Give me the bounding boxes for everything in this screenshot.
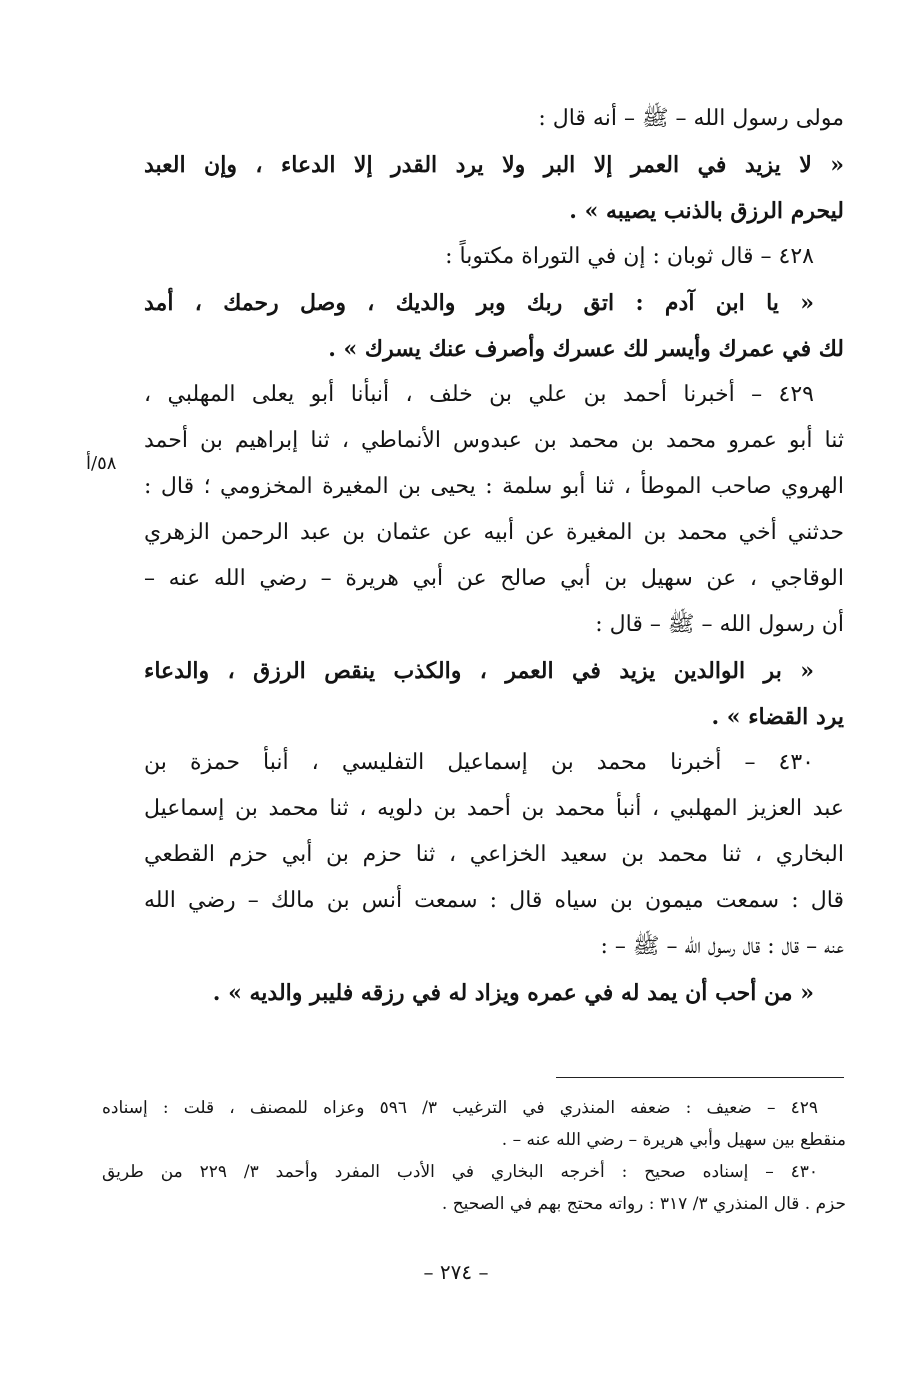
text-line: أن رسول الله – ﷺ – قال : xyxy=(595,612,844,637)
text-line: الهروي صاحب الموطأ ، ثنا أبو سلمة : يحيى بن المغيرة المخزومي ؛ قال : xyxy=(144,474,844,499)
text-line: حدثني أخي محمد بن المغيرة عن أبيه عن عثمان بن عبد الرحمن الزهري xyxy=(144,520,844,545)
footnote-line: ٤٣٠ – إسناده صحيح : أخرجه البخاري في الأدب المفرد وأحمد ٣/ ٢٢٩ من طريق xyxy=(102,1162,818,1182)
footnotes xyxy=(102,1092,846,1220)
footnote-line: حزم . قال المنذري ٣/ ٣١٧ : رواته محتج بهم في الصحيح . xyxy=(441,1194,846,1214)
text-line: « من أحب أن يمد له في عمره ويزاد له في رزقه فليبر والديه » . xyxy=(212,980,814,1006)
text-line: ٤٣٠ – أخبرنا محمد بن إسماعيل التفليسي ، أنبأ حمزة بن xyxy=(144,750,814,775)
text-line: عبد العزيز المهلبي ، أنبأ محمد بن أحمد بن دلويه ، ثنا محمد بن إسماعيل xyxy=(144,796,844,821)
footnote-separator xyxy=(556,1077,844,1078)
text-line: ٤٢٩ – أخبرنا أحمد بن علي بن خلف ، أنبأنا أبو يعلى المهلبي ، xyxy=(144,382,814,407)
text-line: « لا يزيد في العمر إلا البر ولا يرد القدر إلا الدعاء ، وإن العبد xyxy=(144,152,844,178)
text-line: « يا ابن آدم : اتق ربك وبر والديك ، وصل رحمك ، أمد xyxy=(144,290,814,316)
text-line: « بر الوالدين يزيد في العمر ، والكذب ينقص الرزق ، والدعاء xyxy=(144,658,814,684)
text-line: ٤٢٨ – قال ثوبان : إن في التوراة مكتوباً : xyxy=(445,244,814,269)
text-line: لك في عمرك وأيسر لك عسرك وأصرف عنك يسرك » . xyxy=(328,336,844,362)
text-line: مولى رسول الله – ﷺ – أنه قال : xyxy=(538,106,844,131)
text-line: قال : سمعت ميمون بن سياه قال : سمعت أنس بن مالك – رضي الله xyxy=(144,888,844,913)
footnote-line: ٤٢٩ – ضعيف : ضعفه المنذري في الترغيب ٣/ ٥٩٦ وعزاه للمصنف ، قلت : إسناده xyxy=(102,1098,818,1118)
footnote-line: منقطع بين سهيل وأبي هريرة – رضي الله عنه – . xyxy=(501,1130,846,1150)
text-line: البخاري ، ثنا محمد بن سعيد الخزاعي ، ثنا حزم بن أبي حزم القطعي xyxy=(144,842,844,867)
text-line: ليحرم الرزق بالذنب يصيبه » . xyxy=(569,198,844,224)
text-line: الوقاجي ، عن سهيل بن أبي صالح عن أبي هريرة – رضي الله عنه – xyxy=(144,566,844,591)
page-number: – ٢٧٤ – xyxy=(423,1260,489,1284)
text-line: يرد القضاء » . xyxy=(711,704,844,730)
main-text xyxy=(144,96,844,1016)
margin-folio-note: ٥٨/أ xyxy=(86,453,117,474)
text-line: ثنا أبو عمرو محمد بن محمد بن عبدوس الأنماطي ، ثنا إبراهيم بن أحمد xyxy=(144,428,844,453)
text-line: عنه – قال : قال رسول الله – ﷺ – : xyxy=(600,934,844,959)
